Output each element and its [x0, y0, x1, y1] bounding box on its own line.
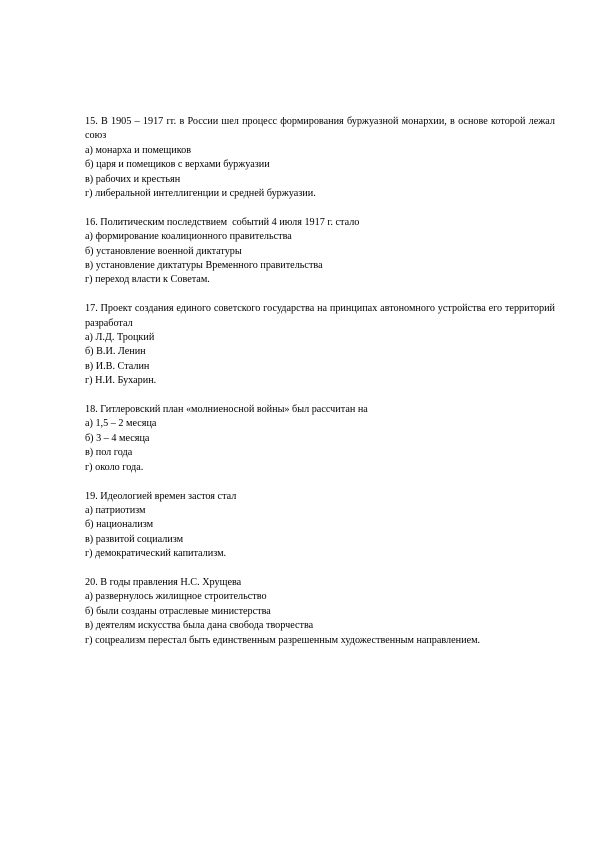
answer-option-a: а) Л.Д. Троцкий: [85, 332, 155, 344]
answer-option-d: г) демократический капитализм.: [85, 548, 227, 560]
question-18: [85, 403, 555, 475]
answer-option-c: в) развитой социализм: [85, 533, 184, 545]
question-16: [85, 216, 555, 288]
question-20: [85, 576, 555, 648]
answer-option-d: г) Н.И. Бухарин.: [85, 375, 157, 387]
answer-option-c: в) И.В. Сталин: [85, 360, 150, 372]
answer-option-c: в) деятелям искусства была дана свобода творчества: [85, 620, 314, 632]
answer-option-d: г) соцреализм перестал быть единственным разрешенным художественным направлением.: [85, 634, 481, 646]
answer-option-b: б) царя и помещиков с верхами буржуазии: [85, 159, 270, 171]
answer-option-a: а) монарха и помещиков: [85, 144, 192, 156]
answer-option-b: б) В.И. Ленин: [85, 346, 146, 358]
answer-option-a: а) развернулось жилищное строительство: [85, 591, 267, 603]
answer-option-d: г) переход власти к Советам.: [85, 274, 210, 286]
answer-option-b: б) установление военной диктатуры: [85, 245, 242, 257]
question-text: 18. Гитлеровский план «молниеносной войны» был рассчитан на: [85, 404, 368, 416]
answer-option-d: г) около года.: [85, 461, 144, 473]
question-list: [85, 115, 555, 662]
answer-option-b: б) были созданы отраслевые министерства: [85, 605, 271, 617]
answer-option-c: в) пол года: [85, 447, 133, 459]
question-text: 20. В годы правления Н.С. Хрущева: [85, 576, 242, 588]
answer-option-c: в) рабочих и крестьян: [85, 173, 181, 185]
question-text: 15. В 1905 – 1917 гг. в России шел процесс формирования буржуазной монархии, в основе которой лежал союз: [85, 116, 555, 142]
answer-option-b: б) национализм: [85, 519, 154, 531]
answer-option-d: г) либеральной интеллигенции и средней буржуазии.: [85, 188, 316, 200]
question-17: [85, 302, 555, 388]
question-text: 19. Идеологией времен застоя стал: [85, 490, 237, 502]
answer-option-a: а) патриотизм: [85, 504, 146, 516]
answer-option-a: а) 1,5 – 2 месяца: [85, 418, 157, 430]
answer-option-b: б) 3 – 4 месяца: [85, 432, 150, 444]
question-19: [85, 490, 555, 562]
answer-option-a: а) формирование коалиционного правительства: [85, 231, 292, 243]
question-text: 16. Политическим последствием событий 4 июля 1917 г. стало: [85, 216, 360, 228]
answer-option-c: в) установление диктатуры Временного правительства: [85, 260, 323, 272]
question-text: 17. Проект создания единого советского государства на принципах автономного устройства его территорий разработал: [85, 303, 555, 329]
question-15: [85, 115, 555, 201]
